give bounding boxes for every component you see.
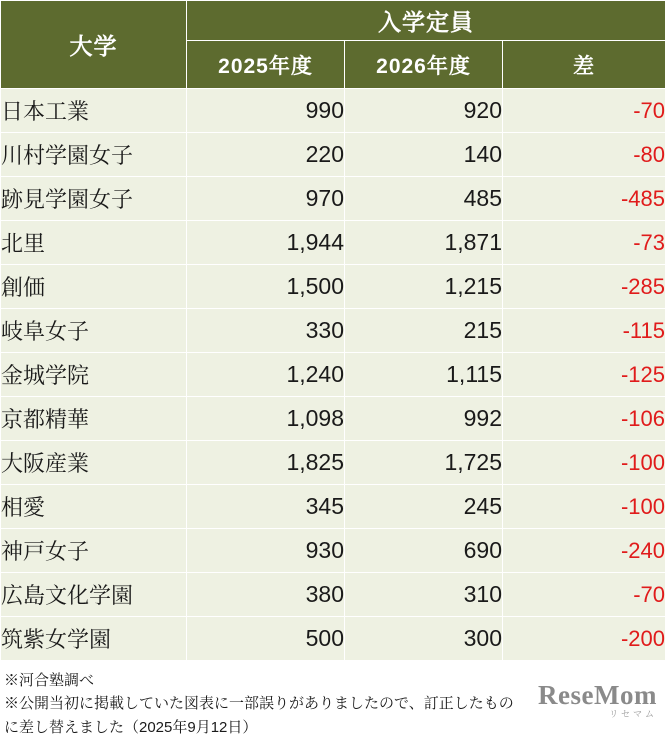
- table-row: [1, 89, 665, 133]
- cell-university: 創価: [1, 265, 187, 309]
- cell-university: 跡見学園女子: [1, 177, 187, 221]
- cell-year-2026: 300: [345, 617, 503, 661]
- table-row: [1, 485, 665, 529]
- footnote-correction-line1: ※公開当初に掲載していた図表に一部誤りがありましたので、訂正したもの: [4, 692, 661, 715]
- cell-year-2026: 992: [345, 397, 503, 441]
- cell-difference: -485: [503, 177, 665, 221]
- cell-university: 大阪産業: [1, 441, 187, 485]
- cell-difference: -115: [503, 309, 665, 353]
- cell-year-2025: 930: [187, 529, 345, 573]
- cell-university: 広島文化学園: [1, 573, 187, 617]
- cell-university: 神戸女子: [1, 529, 187, 573]
- table-row: [1, 221, 665, 265]
- cell-difference: -106: [503, 397, 665, 441]
- table-row: [1, 617, 665, 661]
- cell-difference: -285: [503, 265, 665, 309]
- cell-year-2025: 1,098: [187, 397, 345, 441]
- cell-difference: -100: [503, 485, 665, 529]
- column-header-difference: 差: [503, 41, 665, 89]
- column-header-capacity-group: 入学定員: [187, 1, 665, 41]
- cell-year-2025: 380: [187, 573, 345, 617]
- cell-year-2025: 990: [187, 89, 345, 133]
- cell-difference: -80: [503, 133, 665, 177]
- cell-year-2025: 1,500: [187, 265, 345, 309]
- table-row: [1, 265, 665, 309]
- cell-difference: -240: [503, 529, 665, 573]
- table-row: [1, 133, 665, 177]
- cell-year-2026: 485: [345, 177, 503, 221]
- table-row: [1, 529, 665, 573]
- cell-university: 日本工業: [1, 89, 187, 133]
- cell-university: 川村学園女子: [1, 133, 187, 177]
- watermark: [538, 682, 657, 719]
- cell-university: 北里: [1, 221, 187, 265]
- table-row: [1, 177, 665, 221]
- cell-year-2025: 1,825: [187, 441, 345, 485]
- cell-year-2025: 1,240: [187, 353, 345, 397]
- footnote-source: ※河合塾調べ: [4, 669, 661, 692]
- cell-year-2026: 245: [345, 485, 503, 529]
- table-header: [1, 1, 665, 89]
- cell-year-2026: 140: [345, 133, 503, 177]
- cell-university: 金城学院: [1, 353, 187, 397]
- cell-year-2025: 330: [187, 309, 345, 353]
- cell-university: 相愛: [1, 485, 187, 529]
- column-header-university: 大学: [1, 1, 187, 89]
- cell-difference: -100: [503, 441, 665, 485]
- cell-year-2026: 1,871: [345, 221, 503, 265]
- cell-difference: -73: [503, 221, 665, 265]
- cell-year-2026: 690: [345, 529, 503, 573]
- cell-year-2026: 1,725: [345, 441, 503, 485]
- column-header-year-2025: 2025年度: [187, 41, 345, 89]
- table-body: [1, 89, 665, 661]
- cell-university: 京都精華: [1, 397, 187, 441]
- cell-difference: -200: [503, 617, 665, 661]
- watermark-brand: ReseMom: [538, 682, 657, 709]
- cell-year-2025: 1,944: [187, 221, 345, 265]
- cell-year-2025: 970: [187, 177, 345, 221]
- cell-year-2026: 1,215: [345, 265, 503, 309]
- cell-university: 岐阜女子: [1, 309, 187, 353]
- cell-difference: -70: [503, 89, 665, 133]
- cell-year-2025: 500: [187, 617, 345, 661]
- table-row: [1, 441, 665, 485]
- cell-difference: -125: [503, 353, 665, 397]
- column-header-year-2026: 2026年度: [345, 41, 503, 89]
- cell-year-2026: 920: [345, 89, 503, 133]
- cell-difference: -70: [503, 573, 665, 617]
- cell-year-2026: 1,115: [345, 353, 503, 397]
- cell-university: 筑紫女学園: [1, 617, 187, 661]
- table-row: [1, 573, 665, 617]
- table-row: [1, 353, 665, 397]
- watermark-brand-kana: リセマム: [538, 710, 657, 719]
- cell-year-2025: 220: [187, 133, 345, 177]
- cell-year-2026: 310: [345, 573, 503, 617]
- footnote-correction-line2: に差し替えました（2025年9月12日）: [4, 716, 661, 739]
- cell-year-2026: 215: [345, 309, 503, 353]
- table-header-row-top: [1, 1, 665, 41]
- cell-year-2025: 345: [187, 485, 345, 529]
- table-row: [1, 397, 665, 441]
- table-row: [1, 309, 665, 353]
